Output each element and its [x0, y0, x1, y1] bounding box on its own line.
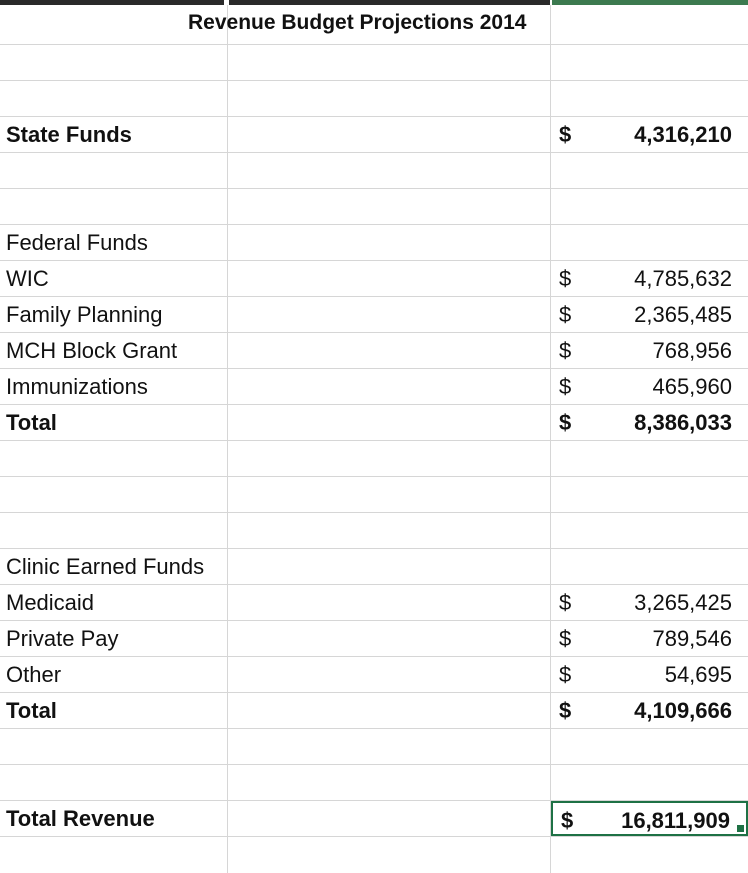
cell[interactable] [551, 657, 748, 692]
table-row[interactable] [0, 333, 748, 369]
cell[interactable] [551, 45, 748, 80]
table-row[interactable] [0, 369, 748, 405]
total-revenue-amount: 16,811,909 [621, 808, 730, 833]
item-label: Other [6, 662, 62, 687]
cell[interactable] [551, 729, 748, 764]
cell[interactable] [551, 441, 748, 476]
table-row[interactable] [0, 585, 748, 621]
cell[interactable] [228, 189, 551, 224]
table-row[interactable] [0, 261, 748, 297]
cell[interactable] [228, 153, 551, 188]
currency-symbol: $ [559, 590, 572, 615]
cell[interactable] [228, 801, 551, 836]
cell[interactable] [551, 621, 748, 656]
table-row[interactable] [0, 297, 748, 333]
clinic-funds-heading-row[interactable] [0, 549, 748, 585]
item-label: Family Planning [6, 302, 163, 327]
cell[interactable] [228, 621, 551, 656]
cell[interactable] [228, 333, 551, 368]
federal-funds-heading-row[interactable] [0, 225, 748, 261]
state-funds-label: State Funds [6, 122, 132, 147]
cell[interactable] [551, 369, 748, 404]
cell[interactable] [551, 153, 748, 188]
cell[interactable] [228, 765, 551, 800]
federal-total-row[interactable] [0, 405, 748, 441]
empty-row[interactable] [0, 45, 748, 81]
cell[interactable] [228, 657, 551, 692]
cell[interactable] [551, 477, 748, 512]
federal-funds-heading: Federal Funds [6, 230, 148, 255]
total-label: Total [6, 410, 57, 435]
cell[interactable] [551, 513, 748, 548]
cell[interactable] [228, 261, 551, 296]
cell[interactable] [0, 405, 228, 440]
cell[interactable] [0, 657, 228, 692]
federal-total-amount: 8,386,033 [634, 410, 732, 435]
cell[interactable] [0, 477, 228, 512]
cell[interactable] [551, 693, 748, 728]
cell[interactable] [0, 117, 228, 152]
cell[interactable] [228, 441, 551, 476]
cell[interactable] [0, 297, 228, 332]
item-amount: 768,956 [652, 338, 732, 363]
cell[interactable] [0, 81, 228, 116]
item-label: Private Pay [6, 626, 119, 651]
item-amount: 4,785,632 [634, 266, 732, 291]
cell[interactable] [551, 297, 748, 332]
cell[interactable] [0, 225, 228, 260]
spreadsheet-grid [0, 5, 748, 873]
cell[interactable] [0, 801, 228, 836]
currency-symbol: $ [559, 338, 572, 363]
cell[interactable] [0, 549, 228, 584]
cell[interactable] [0, 261, 228, 296]
cell[interactable] [551, 81, 748, 116]
cell[interactable] [551, 549, 748, 584]
cell[interactable] [228, 585, 551, 620]
currency-symbol: $ [559, 626, 572, 651]
cell[interactable] [0, 369, 228, 404]
item-amount: 3,265,425 [634, 590, 732, 615]
empty-row[interactable] [0, 81, 748, 117]
cell[interactable] [228, 513, 551, 548]
cell[interactable] [228, 117, 551, 152]
cell[interactable] [0, 153, 228, 188]
cell[interactable] [228, 45, 551, 80]
clinic-total-amount: 4,109,666 [634, 698, 732, 723]
total-revenue-row[interactable] [0, 801, 748, 837]
currency-symbol: $ [559, 266, 572, 291]
cell[interactable] [551, 225, 748, 260]
cell[interactable] [551, 5, 748, 44]
cell[interactable] [0, 837, 228, 873]
item-amount: 2,365,485 [634, 302, 732, 327]
cell[interactable] [228, 729, 551, 764]
cell[interactable] [0, 693, 228, 728]
cell[interactable] [0, 765, 228, 800]
item-label: WIC [6, 266, 49, 291]
table-row[interactable] [0, 657, 748, 693]
sheet-title: Revenue Budget Projections 2014 [188, 11, 527, 34]
cell[interactable] [0, 333, 228, 368]
total-label: Total [6, 698, 57, 723]
empty-row[interactable] [0, 837, 748, 873]
table-row[interactable] [0, 621, 748, 657]
item-label: Immunizations [6, 374, 148, 399]
currency-symbol: $ [559, 698, 572, 723]
cell[interactable] [551, 585, 748, 620]
cell[interactable] [0, 189, 228, 224]
title-row[interactable] [0, 5, 748, 45]
cell[interactable] [228, 477, 551, 512]
item-amount: 54,695 [664, 662, 732, 687]
state-funds-row[interactable] [0, 117, 748, 153]
empty-row[interactable] [0, 729, 748, 765]
fill-handle[interactable] [737, 825, 744, 832]
selected-cell[interactable] [551, 801, 748, 836]
empty-row[interactable] [0, 513, 748, 549]
currency-symbol: $ [559, 410, 572, 435]
empty-row[interactable] [0, 153, 748, 189]
empty-row[interactable] [0, 189, 748, 225]
total-revenue-label: Total Revenue [6, 806, 155, 831]
cell[interactable] [228, 297, 551, 332]
cell[interactable] [0, 45, 228, 80]
cell[interactable] [551, 189, 748, 224]
cell[interactable] [0, 441, 228, 476]
item-amount: 789,546 [652, 626, 732, 651]
item-amount: 465,960 [652, 374, 732, 399]
cell[interactable] [551, 117, 748, 152]
cell[interactable] [228, 369, 551, 404]
currency-symbol: $ [559, 662, 572, 687]
currency-symbol: $ [559, 374, 572, 399]
cell[interactable] [0, 585, 228, 620]
cell[interactable] [551, 405, 748, 440]
cell[interactable] [228, 405, 551, 440]
cell[interactable] [551, 261, 748, 296]
empty-row[interactable] [0, 765, 748, 801]
cell[interactable] [228, 693, 551, 728]
currency-symbol: $ [561, 808, 574, 833]
empty-row[interactable] [0, 441, 748, 477]
cell[interactable] [551, 333, 748, 368]
currency-symbol: $ [559, 302, 572, 327]
cell[interactable] [228, 81, 551, 116]
cell[interactable] [551, 765, 748, 800]
cell[interactable] [0, 621, 228, 656]
cell[interactable] [0, 729, 228, 764]
state-funds-amount: 4,316,210 [634, 122, 732, 147]
cell[interactable] [551, 837, 748, 873]
cell[interactable] [0, 513, 228, 548]
cell[interactable] [228, 225, 551, 260]
cell[interactable] [228, 549, 551, 584]
item-label: MCH Block Grant [6, 338, 178, 363]
cell[interactable] [228, 837, 551, 873]
clinic-funds-heading: Clinic Earned Funds [6, 554, 205, 579]
empty-row[interactable] [0, 477, 748, 513]
item-label: Medicaid [6, 590, 95, 615]
clinic-total-row[interactable] [0, 693, 748, 729]
currency-symbol: $ [559, 122, 572, 147]
